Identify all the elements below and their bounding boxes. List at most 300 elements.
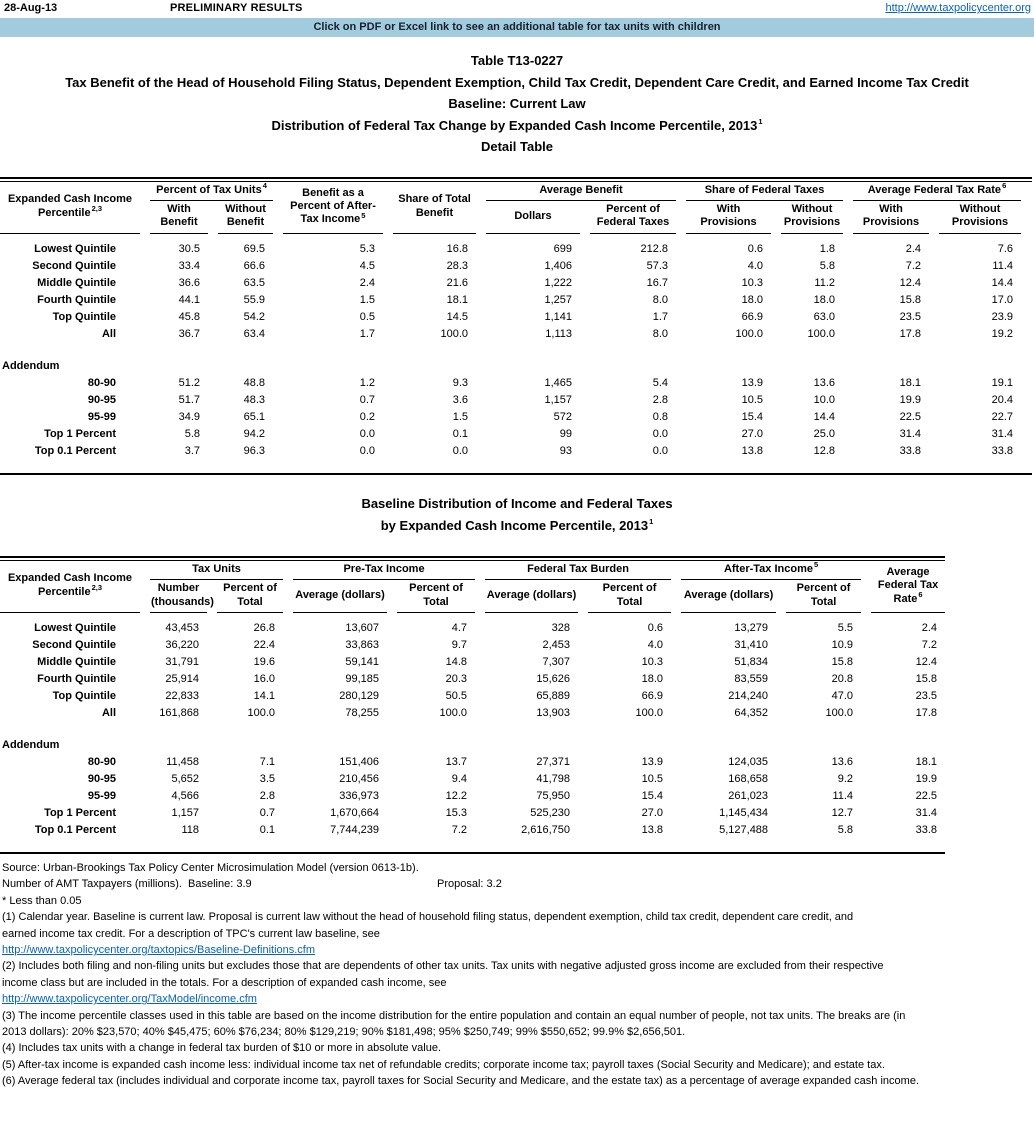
table1-addendum-body bbox=[0, 375, 1021, 460]
cell: 63.0 bbox=[813, 310, 835, 323]
cell: 1,257 bbox=[544, 293, 572, 306]
cell: 11,458 bbox=[166, 755, 199, 768]
col-header-with-provisions: With Provisions bbox=[686, 201, 771, 234]
cell: 261,023 bbox=[728, 789, 769, 802]
group-header-percent-of-tax-units: Percent of Tax Units$^4$ bbox=[150, 182, 273, 201]
cell: 0.2 bbox=[359, 410, 375, 423]
cell: 66.9 bbox=[641, 689, 664, 702]
cell: 12.4 bbox=[899, 276, 921, 289]
cell: 3.6 bbox=[452, 393, 468, 406]
cell: 124,035 bbox=[728, 755, 769, 768]
table2-title bbox=[0, 493, 1034, 537]
col-header-without-benefit: Without Benefit bbox=[218, 201, 273, 234]
cell: 23.5 bbox=[915, 689, 938, 702]
cell: 57.3 bbox=[646, 259, 668, 272]
cell: 7.1 bbox=[259, 755, 276, 768]
footnote-lines bbox=[2, 909, 1034, 1089]
cell: 14.4 bbox=[813, 410, 835, 423]
group-header-aftertax-income: After-Tax Income$^5$ bbox=[681, 561, 861, 580]
cell: 19.2 bbox=[991, 327, 1013, 340]
cell: 36.7 bbox=[178, 327, 200, 340]
top-bar bbox=[0, 0, 1034, 18]
row-label: 80-90 bbox=[87, 376, 116, 389]
table-row bbox=[0, 620, 945, 637]
row-label: Second Quintile bbox=[32, 259, 116, 272]
page-title: Tax Benefit of the Head of Household Filing Status, Dependent Exemption, Child Tax Credit, Dependent Care Credit, and Earned Income Tax Credit bbox=[65, 74, 969, 90]
cell: 0.0 bbox=[359, 427, 375, 440]
col-header-percent-of-total: Percent of Total bbox=[786, 580, 861, 613]
cell: 14.5 bbox=[446, 310, 468, 323]
col-header-percent-of-federal-taxes: Percent of Federal Taxes bbox=[590, 201, 676, 234]
cell: 336,973 bbox=[339, 789, 380, 802]
cell: 12.2 bbox=[445, 789, 468, 802]
cell: 0.0 bbox=[652, 427, 668, 440]
cell: 1.7 bbox=[359, 327, 375, 340]
cell: 20.3 bbox=[445, 672, 468, 685]
cell: 15,626 bbox=[536, 672, 571, 685]
cell: 11.2 bbox=[814, 276, 835, 289]
cell: 63.4 bbox=[243, 327, 265, 340]
cell: 44.1 bbox=[178, 293, 200, 306]
cell: 18.1 bbox=[915, 755, 938, 768]
cell: 1,157 bbox=[544, 393, 572, 406]
cell: 1,222 bbox=[544, 276, 572, 289]
cell: 33.8 bbox=[915, 823, 938, 836]
table1-bottom-rule bbox=[0, 473, 1032, 475]
col-header-average-dollars: Average (dollars) bbox=[485, 580, 578, 613]
cell: 66.9 bbox=[741, 310, 763, 323]
cell: 210,456 bbox=[339, 772, 380, 785]
cell: 7.2 bbox=[921, 638, 938, 651]
cell: 10.3 bbox=[641, 655, 664, 668]
cell: 65,889 bbox=[536, 689, 571, 702]
cell: 27.0 bbox=[741, 427, 763, 440]
footnote-line: (5) After-tax income is expanded cash income less: individual income tax net of refundable credits; corporate income tax; payroll taxes (Social Security and Medicare); and estate tax. bbox=[2, 1058, 885, 1071]
cell: 75,950 bbox=[536, 789, 571, 802]
col-header-expanded-cash-income: Expanded Cash Income Percentile$^{2,3}$ bbox=[0, 561, 140, 613]
cell: 0.6 bbox=[647, 621, 664, 634]
cell: 31,791 bbox=[165, 655, 199, 668]
col-header-benefit-percent-after-tax-income: Benefit as a Percent of After-Tax Income$^5$ bbox=[283, 182, 383, 234]
cell: 31.4 bbox=[899, 427, 921, 440]
cell: 27.0 bbox=[641, 806, 664, 819]
row-label: Top Quintile bbox=[52, 689, 116, 702]
cell: 328 bbox=[551, 621, 571, 634]
cell: 0.0 bbox=[652, 444, 668, 457]
table2-title-line1: Baseline Distribution of Income and Federal Taxes bbox=[361, 495, 673, 511]
cell: 14.8 bbox=[445, 655, 468, 668]
cell: 3.5 bbox=[259, 772, 276, 785]
cell: 93 bbox=[559, 444, 572, 457]
cell: 10.0 bbox=[813, 393, 835, 406]
cell: 15.8 bbox=[831, 655, 854, 668]
cell: 7.6 bbox=[997, 242, 1013, 255]
cell: 36,220 bbox=[165, 638, 199, 651]
cell: 1,157 bbox=[171, 806, 199, 819]
group-header-tax-units: Tax Units bbox=[150, 561, 283, 580]
baseline-distribution-table bbox=[0, 561, 955, 839]
cell: 43,453 bbox=[165, 621, 199, 634]
col-header-share-of-total-benefit: Share of Total Benefit bbox=[393, 182, 476, 234]
cell: 13.6 bbox=[831, 755, 854, 768]
cell: 2.4 bbox=[905, 242, 921, 255]
cell: 100.0 bbox=[247, 706, 276, 719]
cell: 33.4 bbox=[178, 259, 200, 272]
cell: 16.0 bbox=[253, 672, 276, 685]
cell: 0.5 bbox=[359, 310, 375, 323]
cell: 10.9 bbox=[831, 638, 854, 651]
table-row bbox=[0, 788, 945, 805]
cell: 48.3 bbox=[243, 393, 265, 406]
cell: 19.9 bbox=[915, 772, 938, 785]
cell: 34.9 bbox=[178, 410, 200, 423]
footnote-link[interactable]: http://www.taxpolicycenter.org/taxtopics/Baseline-Definitions.cfm bbox=[2, 943, 316, 956]
row-label: Top 0.1 Percent bbox=[34, 823, 116, 836]
cell: 66.6 bbox=[243, 259, 265, 272]
cell: 12.7 bbox=[831, 806, 854, 819]
addendum-label: Addendum bbox=[2, 738, 60, 751]
footnote-line: (3) The income percentile classes used in this table are based on the income distribution for the entire population and contain an equal number of people, not tax units. The breaks are (in bbox=[2, 1009, 906, 1022]
report-date: 28-Aug-13 bbox=[4, 2, 58, 14]
cell: 100.0 bbox=[635, 706, 664, 719]
table2-title-line2: by Expanded Cash Income Percentile, 2013$^1$ bbox=[380, 517, 654, 533]
group-header-pretax-income: Pre-Tax Income bbox=[293, 561, 475, 580]
cell: 20.8 bbox=[831, 672, 854, 685]
row-label: Lowest Quintile bbox=[34, 621, 116, 634]
cell: 16.7 bbox=[646, 276, 668, 289]
cell: 5.3 bbox=[359, 242, 375, 255]
cell: 2,616,750 bbox=[521, 823, 571, 836]
row-label: Fourth Quintile bbox=[37, 672, 116, 685]
cell: 1,141 bbox=[544, 310, 572, 323]
cell: 55.9 bbox=[243, 293, 265, 306]
cell: 7,744,239 bbox=[330, 823, 380, 836]
cell: 0.1 bbox=[452, 427, 468, 440]
cell: 1,145,434 bbox=[719, 806, 769, 819]
row-label: 90-95 bbox=[87, 393, 116, 406]
cell: 525,230 bbox=[530, 806, 571, 819]
table-row bbox=[0, 705, 945, 722]
footnote-line: (6) Average federal tax (includes individual and corporate income tax, payroll taxes for Social Security and Medicare, and the estate tax) as a percentage of average expanded cash income. bbox=[2, 1075, 919, 1088]
table-row bbox=[0, 309, 1021, 326]
detail-table-label: Detail Table bbox=[480, 139, 553, 154]
cell: 13.9 bbox=[641, 755, 664, 768]
col-header-expanded-cash-income: Expanded Cash Income Percentile$^{2,3}$ bbox=[0, 182, 140, 234]
cell: 699 bbox=[553, 242, 572, 255]
cell: 9.7 bbox=[451, 638, 468, 651]
cell: 48.8 bbox=[243, 376, 265, 389]
table-row bbox=[0, 258, 1021, 275]
cell: 27,371 bbox=[536, 755, 571, 768]
cell: 78,255 bbox=[345, 706, 380, 719]
col-header-number-thousands: Number (thousands) bbox=[150, 580, 207, 613]
col-header-percent-of-total: Percent of Total bbox=[397, 580, 475, 613]
cell: 100.0 bbox=[439, 706, 468, 719]
title-block bbox=[0, 50, 1034, 158]
taxpolicycenter-link[interactable]: http://www.taxpolicycenter.org bbox=[885, 2, 1031, 14]
cell: 2.4 bbox=[359, 276, 375, 289]
cell: 0.6 bbox=[747, 242, 763, 255]
cell: 4.7 bbox=[451, 621, 468, 634]
cell: 8.0 bbox=[652, 327, 668, 340]
group-header-share-of-federal-taxes: Share of Federal Taxes bbox=[686, 182, 843, 201]
cell: 1.5 bbox=[452, 410, 468, 423]
cell: 18.0 bbox=[741, 293, 763, 306]
cell: 151,406 bbox=[339, 755, 380, 768]
col-header-rate-without-provisions: Without Provisions bbox=[939, 201, 1021, 234]
cell: 33,863 bbox=[345, 638, 380, 651]
cell: 4.0 bbox=[647, 638, 664, 651]
cell: 19.1 bbox=[991, 376, 1013, 389]
cell: 4.0 bbox=[747, 259, 763, 272]
cell: 45.8 bbox=[178, 310, 200, 323]
amt-baseline: Number of AMT Taxpayers (millions). Baseline: 3.9 bbox=[2, 878, 252, 891]
cell: 5,127,488 bbox=[719, 823, 769, 836]
cell: 25,914 bbox=[165, 672, 199, 685]
table-row bbox=[0, 822, 945, 839]
row-label: 80-90 bbox=[87, 755, 116, 768]
table-row bbox=[0, 443, 1021, 460]
cell: 31,410 bbox=[734, 638, 769, 651]
cell: 18.0 bbox=[813, 293, 835, 306]
cell: 18.1 bbox=[446, 293, 468, 306]
cell: 18.0 bbox=[641, 672, 664, 685]
cell: 0.7 bbox=[259, 806, 276, 819]
col-header-average-federal-tax-rate: Average Federal Tax Rate$^6$ bbox=[871, 561, 945, 613]
cell: 51.2 bbox=[178, 376, 200, 389]
cell: 22.7 bbox=[991, 410, 1013, 423]
cell: 4,566 bbox=[171, 789, 199, 802]
table-row bbox=[0, 375, 1021, 392]
cell: 214,240 bbox=[728, 689, 769, 702]
row-label: Second Quintile bbox=[32, 638, 116, 651]
cell: 2.8 bbox=[259, 789, 276, 802]
cell: 25.0 bbox=[813, 427, 835, 440]
cell: 13.6 bbox=[813, 376, 835, 389]
cell: 17.8 bbox=[915, 706, 938, 719]
cell: 12.4 bbox=[915, 655, 938, 668]
cell: 51,834 bbox=[734, 655, 769, 668]
cell: 13.7 bbox=[445, 755, 468, 768]
cell: 31.4 bbox=[991, 427, 1013, 440]
cell: 5.4 bbox=[652, 376, 668, 389]
cell: 3.7 bbox=[184, 444, 200, 457]
col-header-average-dollars: Average (dollars) bbox=[293, 580, 387, 613]
info-banner: Click on PDF or Excel link to see an additional table for tax units with children bbox=[0, 18, 1034, 37]
cell: 15.8 bbox=[899, 293, 921, 306]
cell: 572 bbox=[553, 410, 572, 423]
table-row bbox=[0, 275, 1021, 292]
amt-taxpayers-line bbox=[2, 876, 1034, 892]
cell: 51.7 bbox=[178, 393, 200, 406]
cell: 21.6 bbox=[446, 276, 468, 289]
group-header-average-benefit: Average Benefit bbox=[486, 182, 676, 201]
cell: 47.0 bbox=[831, 689, 854, 702]
cell: 22.5 bbox=[899, 410, 921, 423]
cell: 5.8 bbox=[837, 823, 854, 836]
table-row bbox=[0, 637, 945, 654]
cell: 118 bbox=[181, 823, 199, 836]
table1-body bbox=[0, 241, 1021, 343]
cell: 69.5 bbox=[243, 242, 265, 255]
cell: 13.9 bbox=[741, 376, 763, 389]
cell: 12.8 bbox=[813, 444, 835, 457]
footnote-line: income class but are included in the totals. For a description of expanded cash income, see bbox=[2, 976, 447, 989]
cell: 2.8 bbox=[652, 393, 668, 406]
col-header-rate-with-provisions: With Provisions bbox=[853, 201, 929, 234]
cell: 63.5 bbox=[243, 276, 265, 289]
less-than-note: * Less than 0.05 bbox=[2, 894, 82, 907]
cell: 9.2 bbox=[837, 772, 854, 785]
cell: 0.0 bbox=[359, 444, 375, 457]
cell: 2.4 bbox=[921, 621, 938, 634]
cell: 168,658 bbox=[728, 772, 769, 785]
col-header-dollars: Dollars bbox=[486, 201, 580, 234]
cell: 0.1 bbox=[259, 823, 276, 836]
row-label: Fourth Quintile bbox=[37, 293, 116, 306]
cell: 212.8 bbox=[640, 242, 668, 255]
cell: 10.3 bbox=[741, 276, 763, 289]
table-row bbox=[0, 409, 1021, 426]
footnote-line: (1) Calendar year. Baseline is current law. Proposal is current law without the head of household filing status, dependent exemption, child tax credit, dependent care credit, and bbox=[2, 911, 854, 924]
col-header-average-dollars: Average (dollars) bbox=[681, 580, 776, 613]
cell: 15.3 bbox=[445, 806, 468, 819]
cell: 11.4 bbox=[832, 789, 854, 802]
table-row bbox=[0, 805, 945, 822]
cell: 1,465 bbox=[544, 376, 572, 389]
cell: 100.0 bbox=[825, 706, 854, 719]
table2-addendum-body bbox=[0, 754, 945, 839]
table-row bbox=[0, 671, 945, 688]
cell: 13.8 bbox=[741, 444, 763, 457]
cell: 33.8 bbox=[899, 444, 921, 457]
amt-proposal: Proposal: 3.2 bbox=[437, 878, 502, 891]
row-label: 95-99 bbox=[87, 789, 116, 802]
cell: 50.5 bbox=[445, 689, 468, 702]
footnote-line: (4) Includes tax units with a change in federal tax burden of $10 or more in absolute value. bbox=[2, 1042, 442, 1055]
baseline-subtitle: Baseline: Current Law bbox=[448, 96, 586, 111]
col-header-without-provisions: Without Provisions bbox=[781, 201, 843, 234]
cell: 1.5 bbox=[359, 293, 375, 306]
row-label: All bbox=[101, 327, 116, 340]
cell: 0.0 bbox=[452, 444, 468, 457]
cell: 22.4 bbox=[253, 638, 276, 651]
cell: 96.3 bbox=[243, 444, 265, 457]
cell: 161,868 bbox=[159, 706, 199, 719]
cell: 26.8 bbox=[253, 621, 276, 634]
table-row bbox=[0, 326, 1021, 343]
cell: 100.0 bbox=[440, 327, 468, 340]
group-header-average-federal-tax-rate: Average Federal Tax Rate$^6$ bbox=[853, 182, 1021, 201]
cell: 99 bbox=[559, 427, 572, 440]
cell: 83,559 bbox=[734, 672, 769, 685]
cell: 10.5 bbox=[641, 772, 664, 785]
cell: 7.2 bbox=[905, 259, 921, 272]
cell: 15.8 bbox=[915, 672, 938, 685]
col-header-with-benefit: With Benefit bbox=[150, 201, 208, 234]
table1-addendum-header bbox=[0, 358, 1021, 375]
cell: 100.0 bbox=[735, 327, 763, 340]
table-row bbox=[0, 392, 1021, 409]
cell: 16.8 bbox=[446, 242, 468, 255]
table2-addendum-header bbox=[0, 737, 945, 754]
footnote-link[interactable]: http://www.taxpolicycenter.org/TaxModel/income.cfm bbox=[2, 993, 257, 1006]
cell: 15.4 bbox=[641, 789, 664, 802]
addendum-label: Addendum bbox=[2, 359, 60, 372]
table-row bbox=[0, 241, 1021, 258]
row-label: 95-99 bbox=[87, 410, 116, 423]
group-header-federal-tax-burden: Federal Tax Burden bbox=[485, 561, 671, 580]
cell: 280,129 bbox=[339, 689, 380, 702]
footnote-line: earned income tax credit. For a description of TPC's current law baseline, see bbox=[2, 927, 380, 940]
row-label: 90-95 bbox=[87, 772, 116, 785]
cell: 13,903 bbox=[536, 706, 571, 719]
table-row bbox=[0, 771, 945, 788]
cell: 1,406 bbox=[544, 259, 572, 272]
table-row bbox=[0, 292, 1021, 309]
table-number: Table T13-0227 bbox=[470, 53, 564, 68]
cell: 30.5 bbox=[178, 242, 200, 255]
cell: 2,453 bbox=[542, 638, 571, 651]
cell: 0.8 bbox=[652, 410, 668, 423]
cell: 1.8 bbox=[819, 242, 835, 255]
cell: 36.6 bbox=[178, 276, 200, 289]
row-label: Top 1 Percent bbox=[44, 427, 116, 440]
row-label: Middle Quintile bbox=[37, 276, 116, 289]
cell: 7.2 bbox=[451, 823, 468, 836]
cell: 19.6 bbox=[253, 655, 276, 668]
cell: 18.1 bbox=[899, 376, 921, 389]
cell: 1,113 bbox=[545, 327, 572, 340]
cell: 13,607 bbox=[345, 621, 380, 634]
cell: 41,798 bbox=[536, 772, 571, 785]
cell: 9.3 bbox=[452, 376, 468, 389]
cell: 14.1 bbox=[253, 689, 276, 702]
cell: 1.7 bbox=[652, 310, 668, 323]
cell: 13.8 bbox=[641, 823, 664, 836]
cell: 28.3 bbox=[446, 259, 468, 272]
table-row bbox=[0, 426, 1021, 443]
cell: 10.5 bbox=[741, 393, 763, 406]
cell: 20.4 bbox=[991, 393, 1013, 406]
row-label: Lowest Quintile bbox=[34, 242, 116, 255]
cell: 31.4 bbox=[915, 806, 938, 819]
cell: 33.8 bbox=[991, 444, 1013, 457]
footnote-line: (2) Includes both filing and non-filing units but excludes those that are dependents of other tax units. Tax units with negative adjusted gross income are excluded from their respective bbox=[2, 960, 884, 973]
row-label: All bbox=[101, 706, 116, 719]
table2-body bbox=[0, 620, 945, 722]
cell: 94.2 bbox=[243, 427, 265, 440]
cell: 22,833 bbox=[165, 689, 199, 702]
cell: 54.2 bbox=[243, 310, 265, 323]
cell: 15.4 bbox=[741, 410, 763, 423]
col-header-percent-of-total: Percent of Total bbox=[588, 580, 671, 613]
table-row bbox=[0, 754, 945, 771]
cell: 19.9 bbox=[899, 393, 921, 406]
tax-benefit-distribution-table bbox=[0, 182, 1031, 460]
cell: 1.2 bbox=[359, 376, 375, 389]
row-label: Top 1 Percent bbox=[44, 806, 116, 819]
row-label: Top Quintile bbox=[52, 310, 116, 323]
cell: 5.5 bbox=[837, 621, 854, 634]
distribution-subtitle: Distribution of Federal Tax Change by Expanded Cash Income Percentile, 2013$^1$ bbox=[271, 117, 763, 133]
cell: 99,185 bbox=[345, 672, 380, 685]
cell: 65.1 bbox=[243, 410, 265, 423]
table-row bbox=[0, 688, 945, 705]
cell: 1,670,664 bbox=[330, 806, 380, 819]
cell: 5,652 bbox=[171, 772, 199, 785]
cell: 5.8 bbox=[819, 259, 835, 272]
